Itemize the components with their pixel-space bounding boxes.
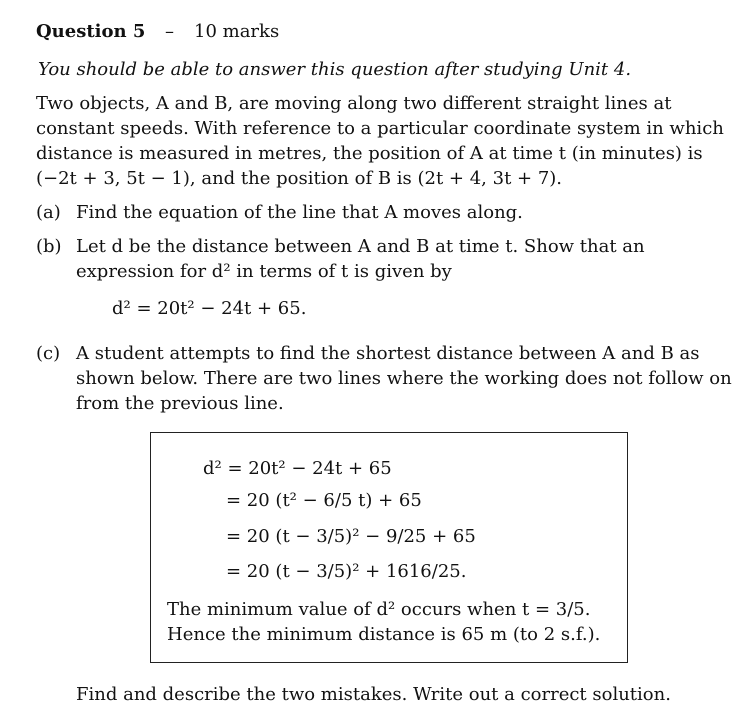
working-eq-4: = 20 (t − 3/5)² + 1616/25. [226,561,467,582]
part-c-line-3: from the previous line. [76,393,284,414]
part-c-line-2: shown below. There are two lines where the working does not follow on [76,368,732,389]
working-conclusion-1: The minimum value of d² occurs when t = 3/5. [167,599,591,620]
intro-line-3: distance is measured in metres, the position of A at time t (in minutes) is [36,143,703,164]
intro-line-2: constant speeds. With reference to a particular coordinate system in which [36,118,724,139]
part-c-line-1: A student attempts to find the shortest distance between A and B as [76,343,700,364]
part-b-label: (b) [36,236,62,257]
part-a-label: (a) [36,202,61,223]
part-b-line-2: expression for d² in terms of t is given by [76,261,452,282]
part-b-line-1: Let d be the distance between A and B at time t. Show that an [76,236,645,257]
working-conclusion-2: Hence the minimum distance is 65 m (to 2 s.f.). [167,624,601,645]
intro-line-4: (−2t + 3, 5t − 1), and the position of B is (2t + 4, 3t + 7). [36,168,563,189]
marks-label [165,23,279,41]
part-a-text: Find the equation of the line that A moves along. [76,202,523,223]
working-eq-2: = 20 (t² − 6/5 t) + 65 [226,490,422,511]
working-eq-1: d² = 20t² − 24t + 65 [203,458,392,479]
working-eq-3: = 20 (t − 3/5)² − 9/25 + 65 [226,526,476,547]
unit-note: You should be able to answer this question after studying Unit 4. [38,59,632,80]
marks-value: 10 marks [194,21,280,42]
part-c-task: Find and describe the two mistakes. Write out a correct solution. [76,684,671,705]
part-b-equation: d² = 20t² − 24t + 65. [112,298,307,319]
part-c-label: (c) [36,343,61,364]
heading-dash: – [165,21,174,42]
question-heading: Question 5 [36,21,146,42]
intro-line-1: Two objects, A and B, are moving along two different straight lines at [36,93,672,114]
